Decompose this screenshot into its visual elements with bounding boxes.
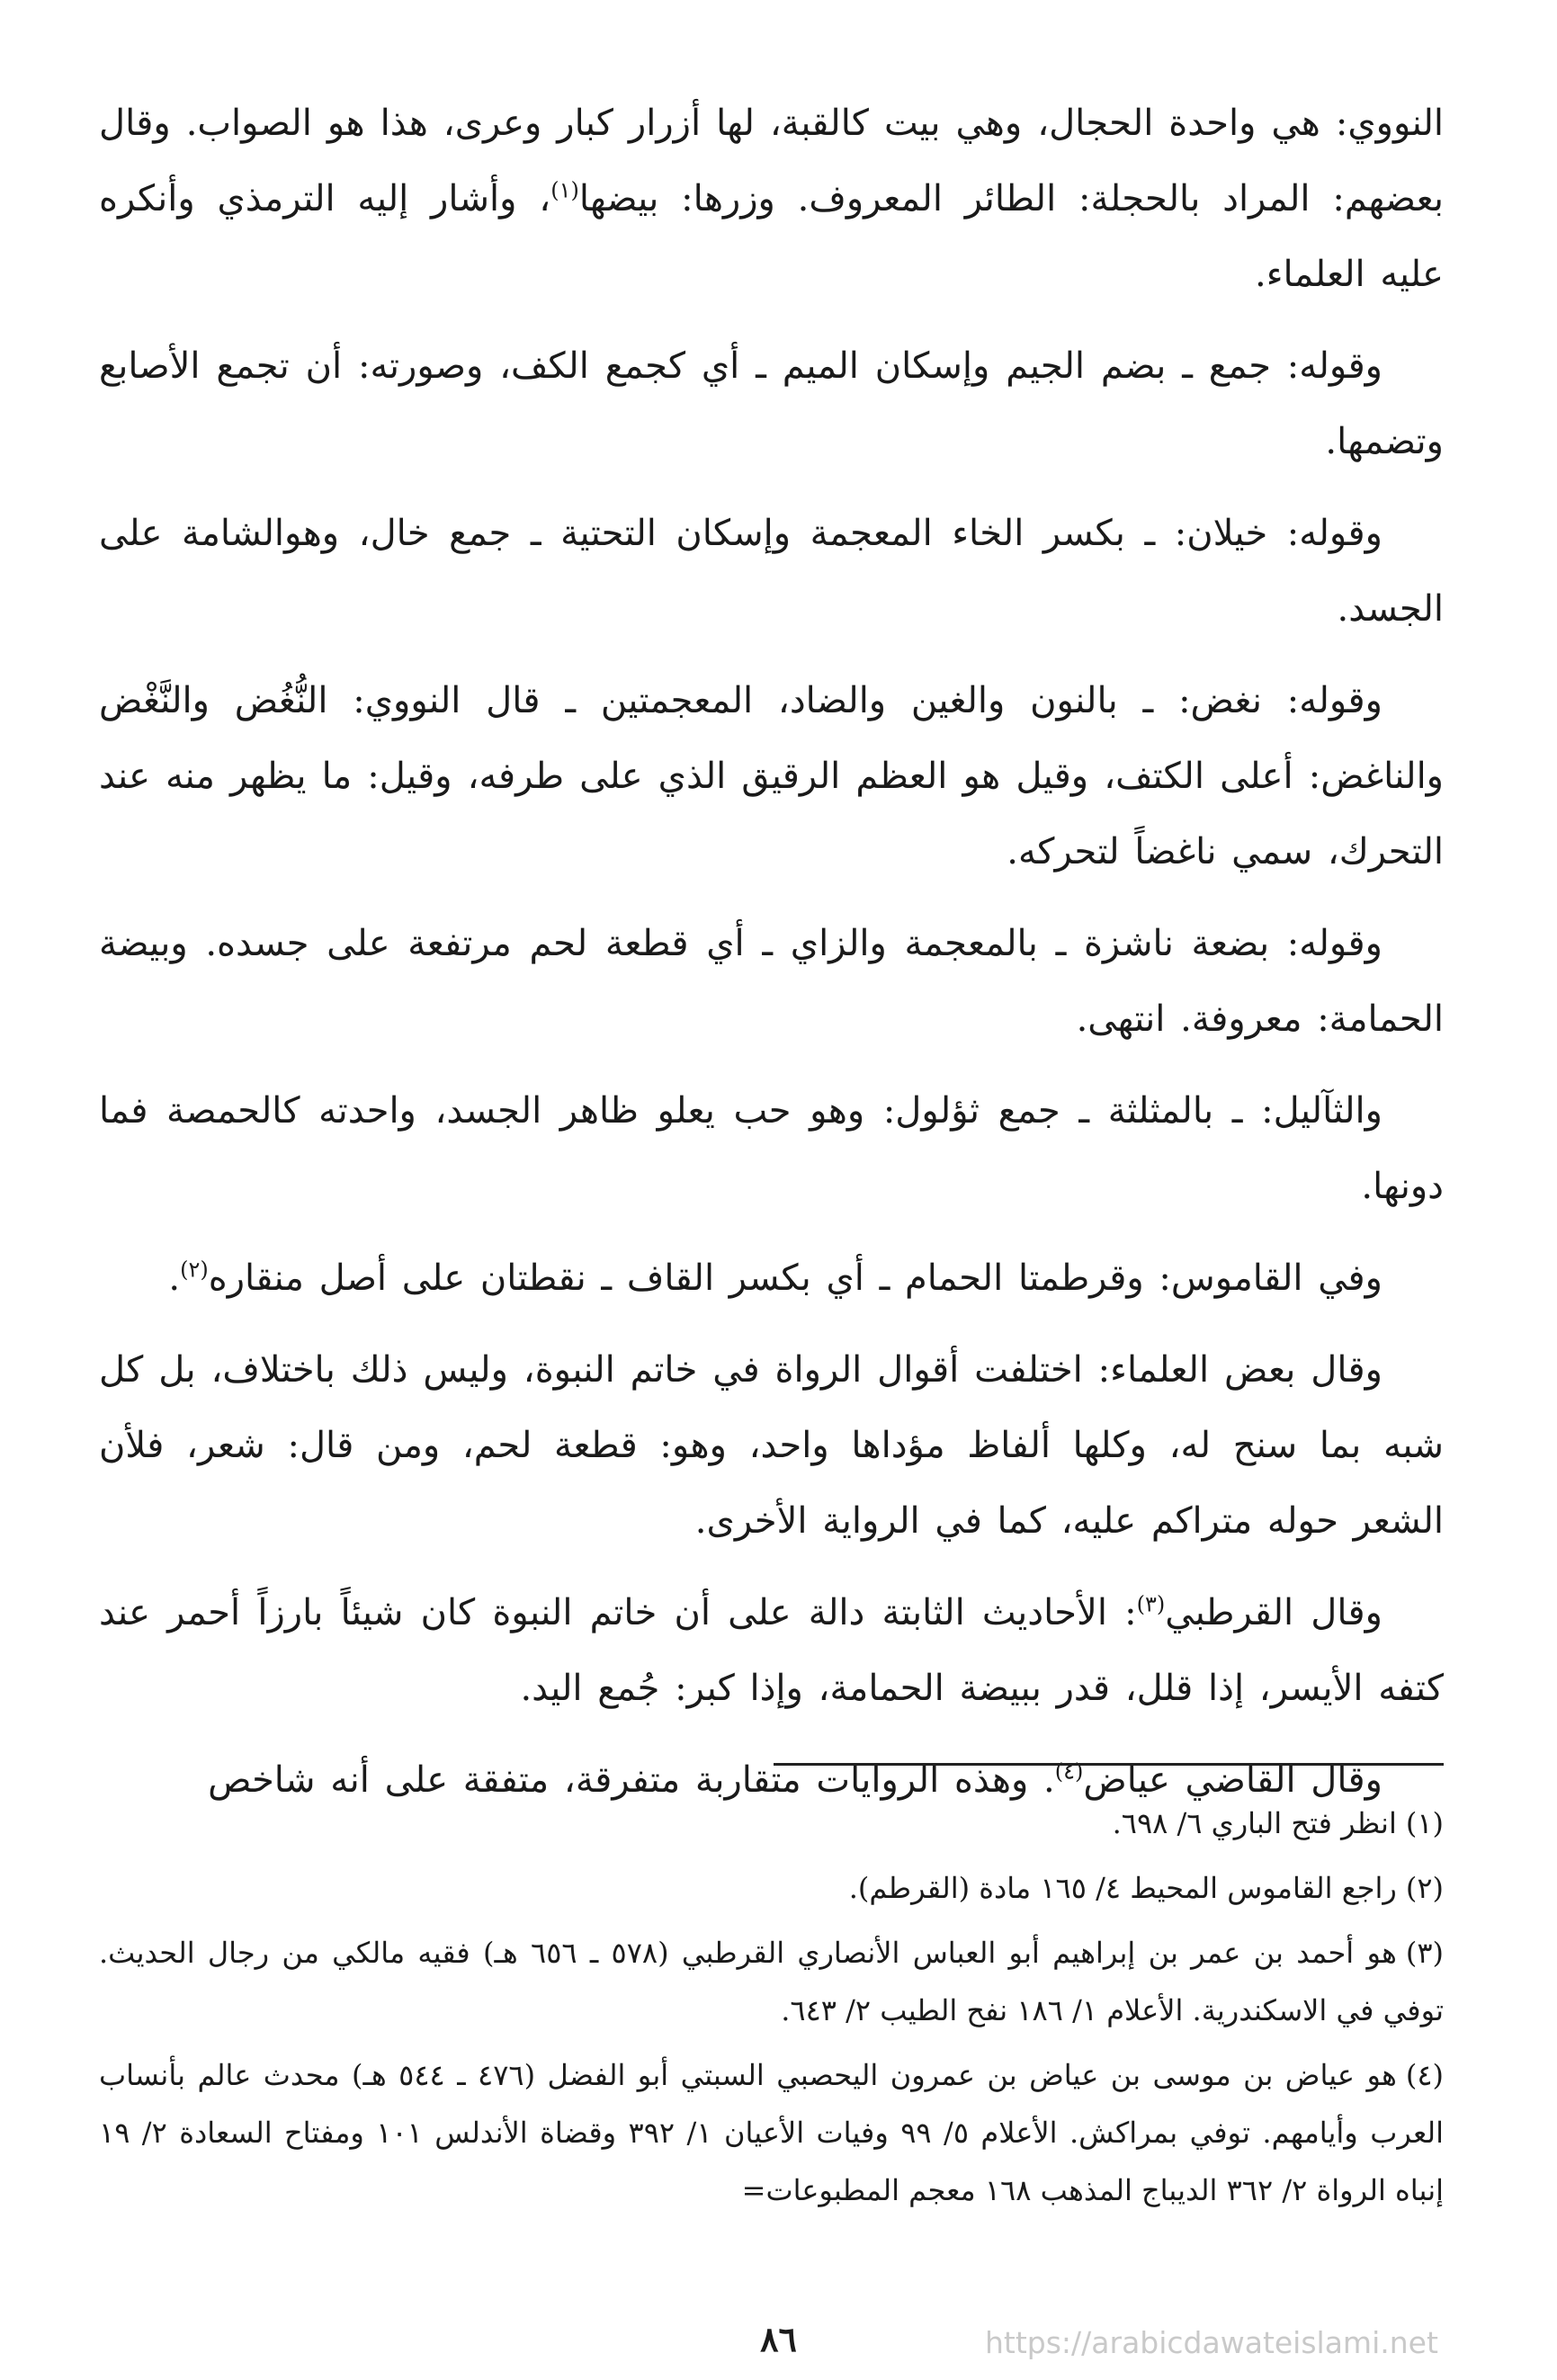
footnote: (٤)هو عياض بن موسى بن عياض بن عمرون اليحصبي السبتي أبو الفضل (٤٧٦ ـ ٥٤٤ هـ) محدث عالم بأنساب العرب وأيامهم. توفي بمراكش. الأعلام ٥/ ٩٩ وفيات الأعيان ١/ ٣٩٢ وقضاة الأندلس ١٠١ ومفتاح السعادة ٢/ ١٩ إنباه الرواة ٢/ ٣٦٢ الديباج المذهب ١٦٨ معجم المطبوعات=	[99, 2046, 1444, 2219]
footnotes	[99, 1794, 1444, 2226]
footnote-number: (١)	[1405, 1806, 1444, 1840]
paragraph: وقوله: بضعة ناشزة ـ بالمعجمة والزاي ـ أي قطعة لحم مرتفعة على جسده. وبيضة الحمامة: معروفة. انتهى.	[99, 923, 1444, 1040]
paragraph: وقوله: نغض: ـ بالنون والغين والضاد، المعجمتين ـ قال النووي: النُّغُض والنَّغْض والناغض: أعلى الكتف، وقيل هو العظم الرقيق الذي على طرفه، وقيل: ما يظهر منه عند التحرك، سمي ناغضاً لتحركه.	[99, 680, 1444, 872]
paragraph: وقال القرطبي$^{(٣)}$: الأحاديث الثابتة دالة على أن خاتم النبوة كان شيئاً بارزاً أحمر عند كتفه الأيسر، إذا قلل، قدر ببيضة الحمامة، وإذا كبر: جُمع اليد.	[99, 1591, 1444, 1709]
paragraph: وقال بعض العلماء: اختلفت أقوال الرواة في خاتم النبوة، وليس ذلك باختلاف، بل كل شبه بما سنح له، وكلها ألفاظ مؤداها واحد، وهو: قطعة لحم، ومن قال: شعر، فلأن الشعر حوله متراكم عليه، كما في الرواية الأخرى.	[99, 1349, 1444, 1542]
paragraph: والثآليل: ـ بالمثلثة ـ جمع ثؤلول: وهو حب يعلو ظاهر الجسد، واحدته كالحمصة فما دونها.	[99, 1090, 1444, 1207]
watermark-url[interactable]: https://arabicdawateislami.net	[985, 2325, 1438, 2360]
paragraph: وقوله: خيلان: ـ بكسر الخاء المعجمة وإسكان التحتية ـ جمع خال، وهوالشامة على الجسد.	[99, 513, 1444, 630]
footnote-ref[interactable]: (٣)	[1136, 1591, 1166, 1617]
footnote-number: (٢)	[1405, 1871, 1444, 1905]
paragraph: النووي: هي واحدة الحجال، وهي بيت كالقبة، لها أزرار كبار وعرى، هذا هو الصواب. وقال بعضهم: المراد بالحجلة: الطائر المعروف. وزرها: بيضها$^{(١)}$، وأشار إليه الترمذي وأنكره عليه العلماء.	[99, 103, 1444, 295]
footnote-number: (٤)	[1405, 2058, 1445, 2092]
footnote: (٢)راجع القاموس المحيط ٤/ ١٦٥ مادة (القرطم).	[99, 1859, 1444, 1917]
main-text	[99, 85, 1444, 1834]
footnote: (٣)هو أحمد بن عمر بن إبراهيم أبو العباس الأنصاري القرطبي (٥٧٨ ـ ٦٥٦ هـ) فقيه مالكي من رجال الحديث. توفي في الاسكندرية. الأعلام ١/ ١٨٦ نفح الطيب ٢/ ٦٤٣.	[99, 1924, 1444, 2039]
paragraph: وقوله: جمع ـ بضم الجيم وإسكان الميم ـ أي كجمع الكف، وصورته: أن تجمع الأصابع وتضمها.	[99, 345, 1444, 462]
footnote-ref[interactable]: (٤)	[1054, 1758, 1084, 1785]
footnote-divider	[774, 1763, 1444, 1766]
footnote-ref[interactable]: (١)	[550, 177, 579, 203]
footnote-ref[interactable]: (٢)	[180, 1257, 209, 1283]
paragraph: وقال القاضي عياض$^{(٤)}$. وهذه الروايات متقاربة متفرقة، متفقة على أنه شاخص	[208, 1758, 1383, 1801]
footnote: (١)انظر فتح الباري ٦/ ٦٩٨.	[99, 1794, 1444, 1852]
footnote-number: (٣)	[1405, 1936, 1445, 1970]
paragraph: وفي القاموس: وقرطمتا الحمام ـ أي بكسر القاف ـ نقطتان على أصل منقاره$^{(٢)}$.	[168, 1257, 1383, 1299]
page-number: ٨٦	[760, 2319, 797, 2359]
